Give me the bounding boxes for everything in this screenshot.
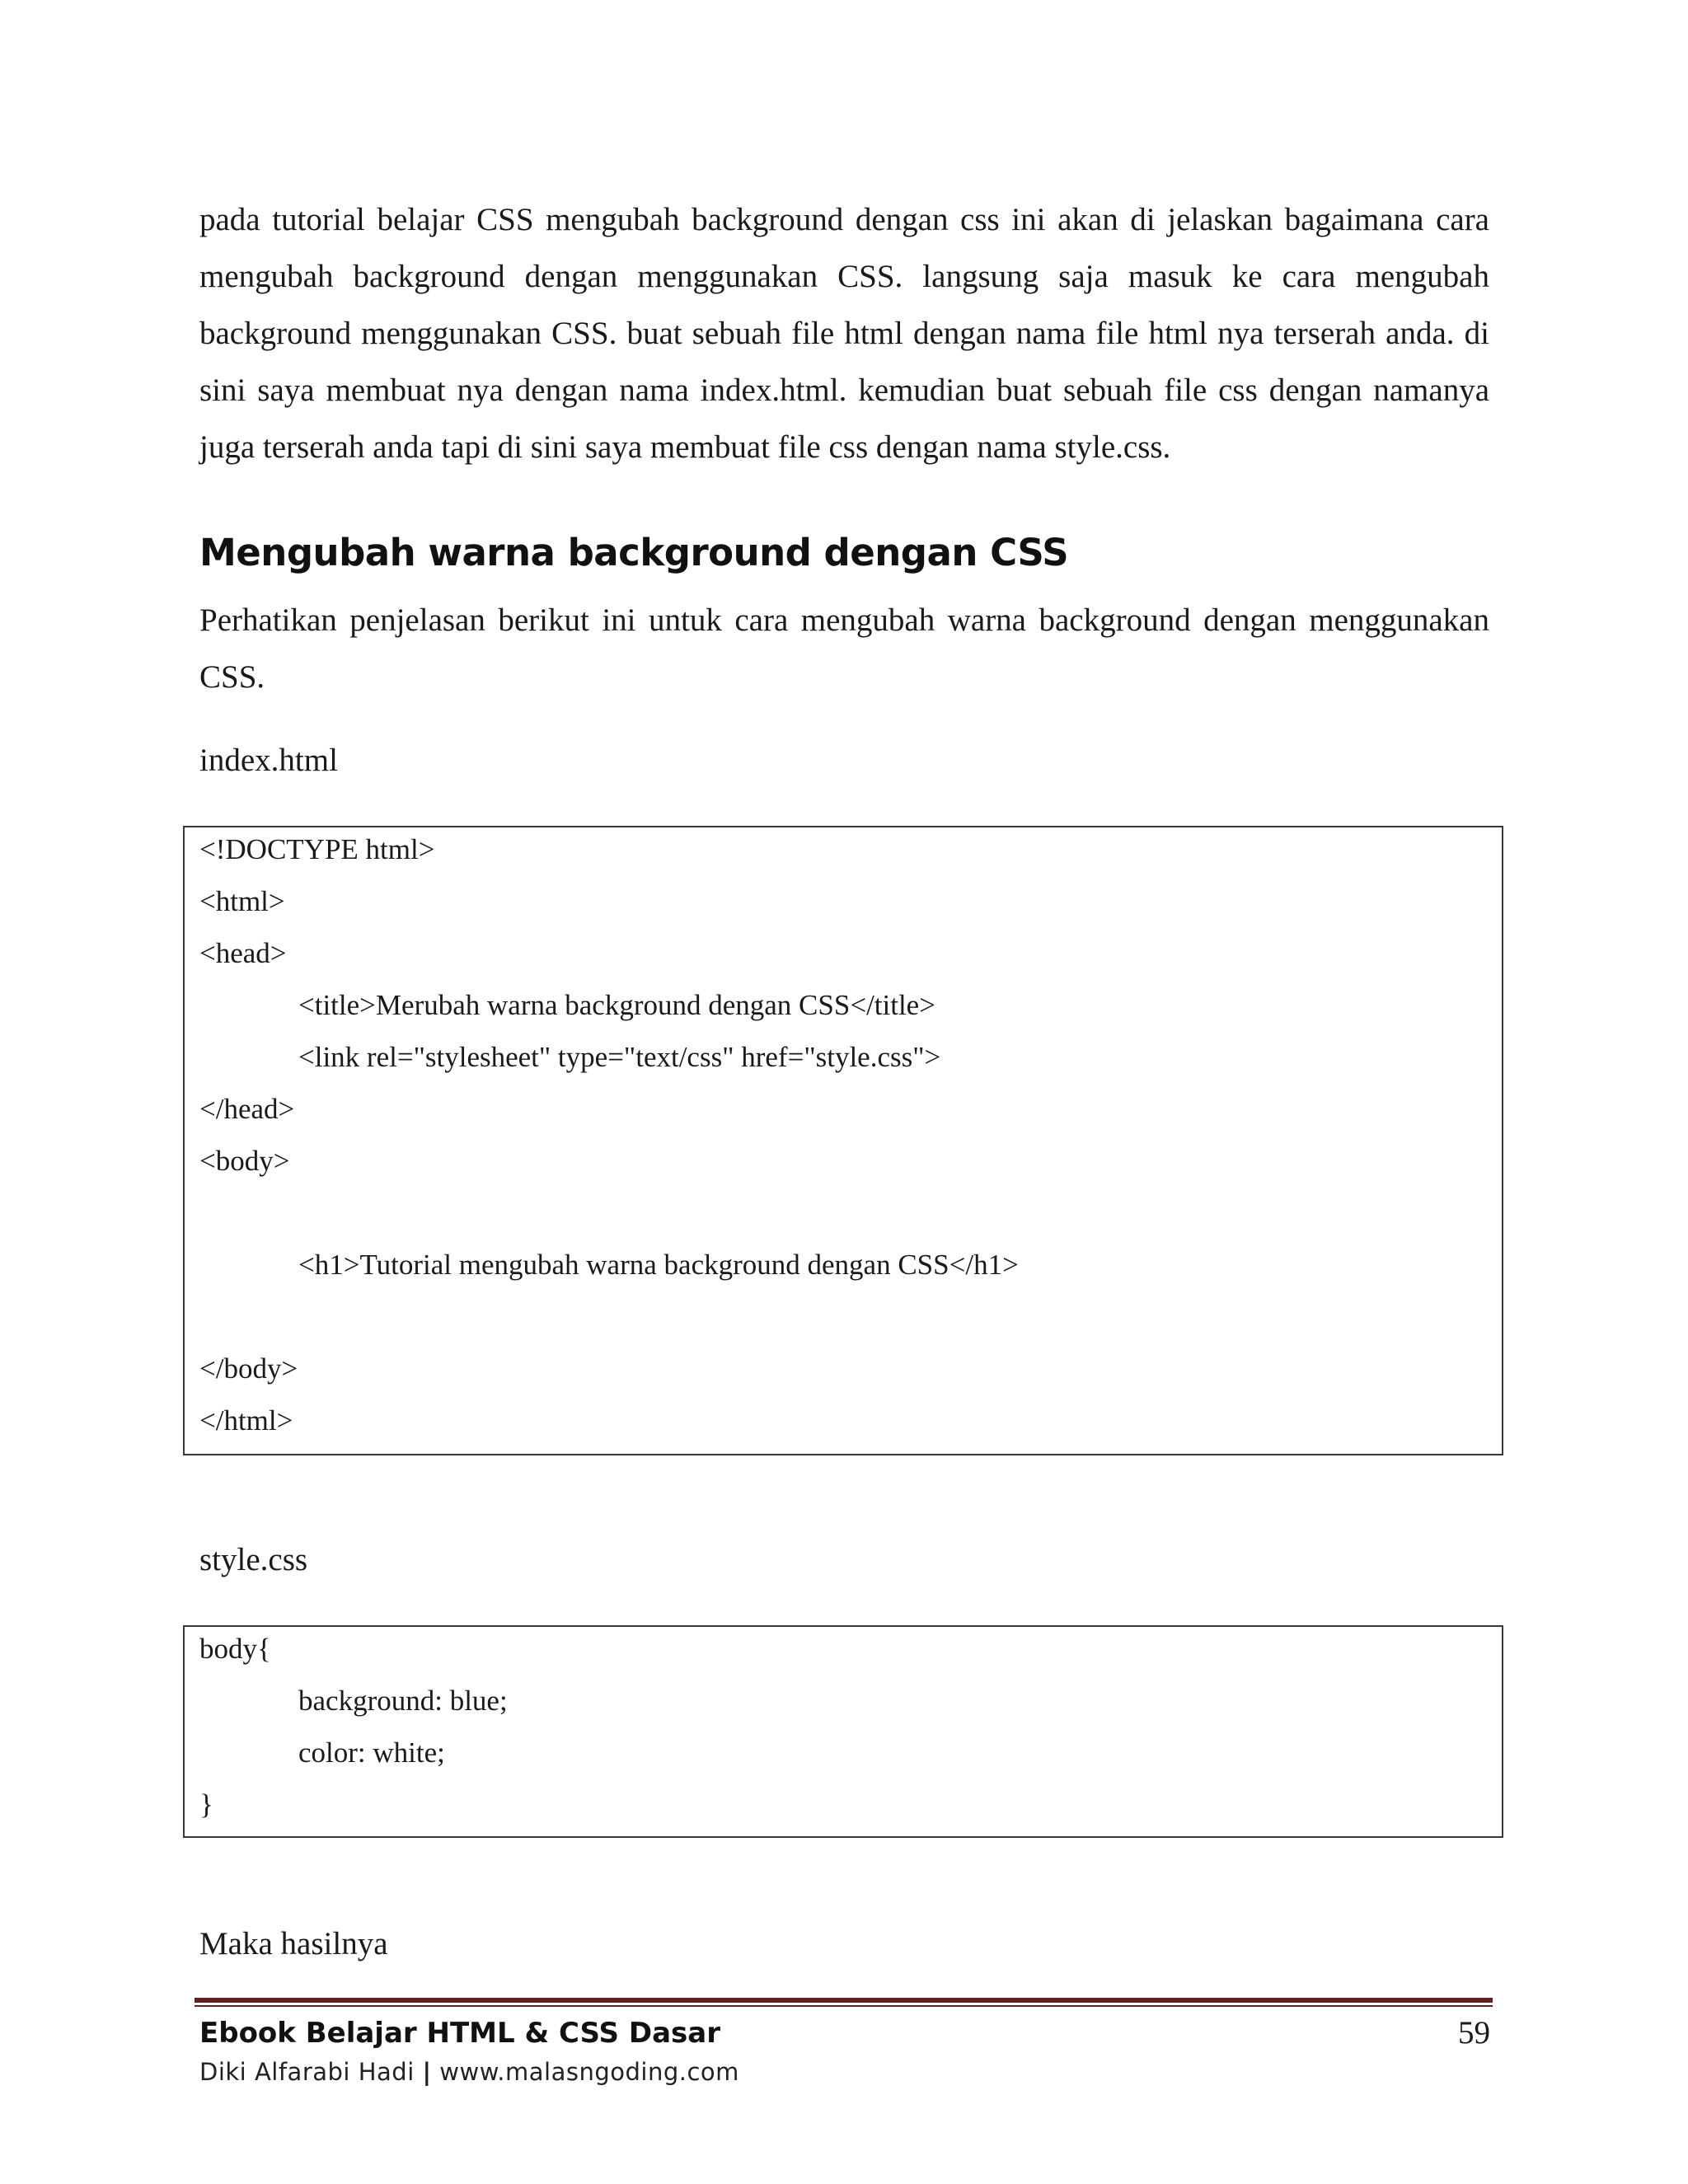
footer-book-title: Ebook Belajar HTML & CSS Dasar — [199, 2017, 720, 2050]
code-line: <html> — [199, 885, 285, 917]
page-number: 59 — [1458, 2015, 1490, 2050]
code-line: body{ — [199, 1633, 271, 1665]
code-line: </html> — [199, 1404, 293, 1436]
footer-rule — [195, 1998, 1493, 2003]
section-heading: Mengubah warna background dengan CSS — [199, 531, 1069, 574]
result-label: Maka hasilnya — [199, 1926, 388, 1961]
html-code-box — [183, 826, 1503, 1455]
footer-separator: | — [422, 2058, 432, 2086]
code-line: <!DOCTYPE html> — [199, 833, 435, 865]
intro-paragraph — [199, 191, 1489, 476]
code-line: </body> — [199, 1352, 298, 1385]
footer-website: www.malasngoding.com — [439, 2058, 739, 2086]
footer-credits — [199, 2055, 739, 2088]
code-line: <link rel="stylesheet" type="text/css" href="style.css"> — [298, 1041, 941, 1073]
css-file-label: style.css — [199, 1542, 308, 1577]
code-line: <body> — [199, 1145, 290, 1177]
code-line: </head> — [199, 1093, 295, 1125]
code-line: <h1>Tutorial mengubah warna background dengan CSS</h1> — [298, 1249, 1019, 1281]
code-line: background: blue; — [298, 1685, 508, 1717]
footer-author: Diki Alfarabi Hadi — [199, 2058, 415, 2086]
footer-rule-thin — [195, 2005, 1493, 2007]
intro-text: pada tutorial belajar CSS mengubah background dengan css ini akan di jelaskan bagaimana cara mengubah background dengan menggunakan CSS. langsung saja masuk ke cara mengubah background menggunakan CSS. buat sebuah file html dengan nama file html nya terserah anda. di sini saya membuat nya dengan nama index.html. kemudian buat sebuah file css dengan namanya juga terserah anda tapi di sini saya membuat file css dengan nama style.css. — [199, 202, 1489, 465]
section-description: Perhatikan penjelasan berikut ini untuk cara mengubah warna background dengan menggunakan CSS. — [199, 602, 1489, 695]
code-line: <title>Merubah warna background dengan CSS</title> — [298, 989, 935, 1021]
code-line: <head> — [199, 937, 287, 969]
html-file-label: index.html — [199, 743, 338, 778]
code-line: color: white; — [298, 1736, 445, 1769]
css-code-box — [183, 1625, 1503, 1838]
code-line: } — [199, 1788, 213, 1821]
